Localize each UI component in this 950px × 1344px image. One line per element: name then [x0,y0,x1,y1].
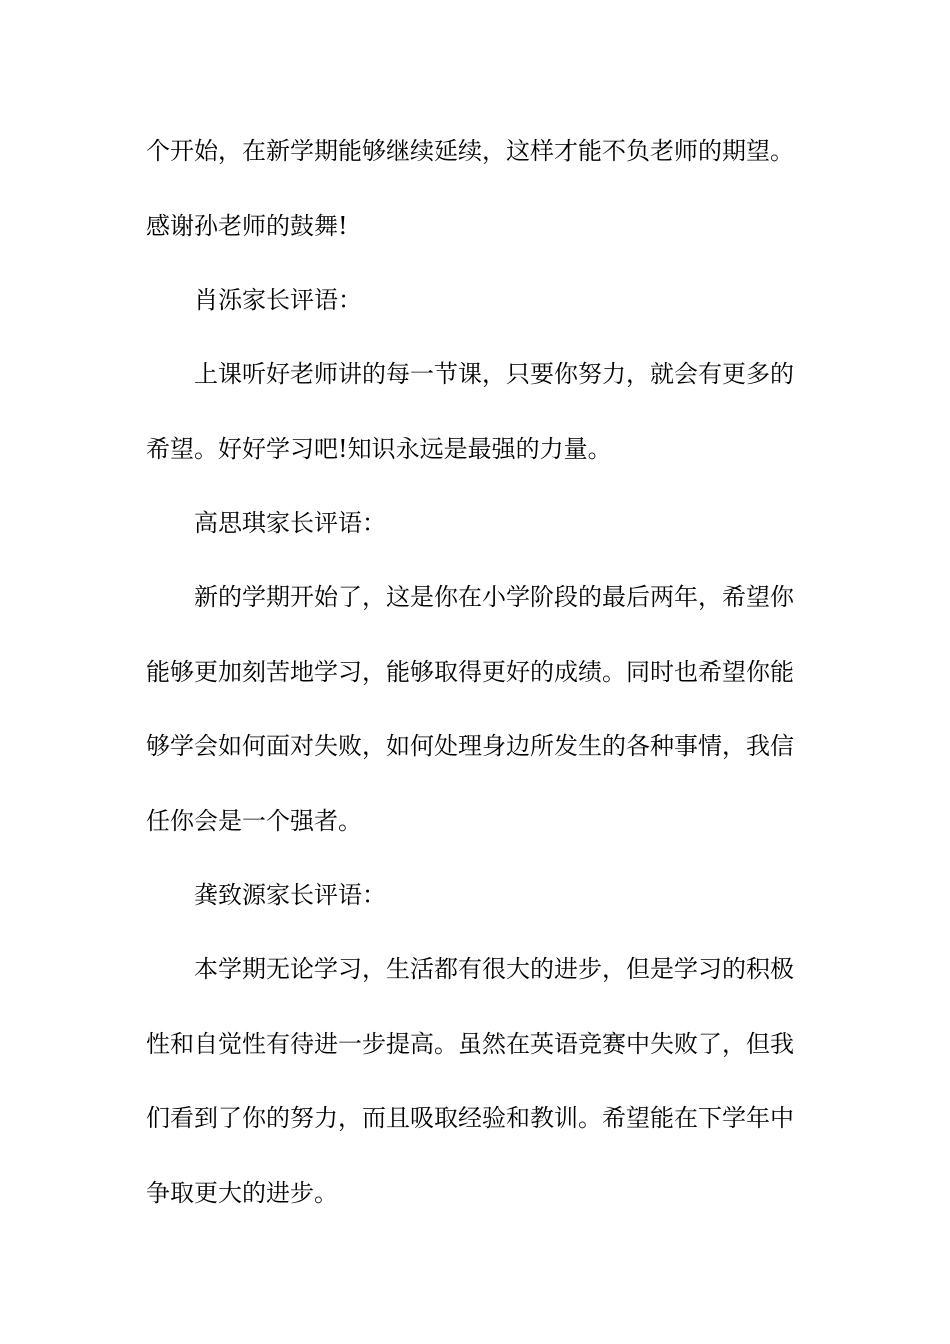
text-line: 上课听好老师讲的每一节课，只要你努力，就会有更多的 [194,360,794,388]
text-line: 本学期无论学习，生活都有很大的进步，但是学习的积极 [194,955,794,983]
text-line: 任你会是一个强者。 [146,807,362,835]
text-line: 个开始，在新学期能够继续延续，这样才能不负老师的期望。 [146,137,794,165]
comment-heading-xiao: 肖泺家长评语： [194,286,362,314]
text-line: 感谢孙老师的鼓舞! [146,212,348,240]
text-line: 能够更加刻苦地学习，能够取得更好的成绩。同时也希望你能 [146,658,794,686]
text-line: 争取更大的进步。 [146,1179,338,1207]
text-line: 性和自觉性有待进一步提高。虽然在英语竞赛中失败了，但我 [146,1030,794,1058]
comment-heading-gao: 高思琪家长评语： [194,509,386,537]
text-line: 希望。好好学习吧!知识永远是最强的力量。 [146,435,612,463]
comment-heading-gong: 龚致源家长评语： [194,881,386,909]
text-line: 们看到了你的努力，而且吸取经验和教训。希望能在下学年中 [146,1104,794,1132]
text-line: 够学会如何面对失败，如何处理身边所发生的各种事情，我信 [146,732,794,760]
text-line: 新的学期开始了，这是你在小学阶段的最后两年，希望你 [194,583,794,611]
